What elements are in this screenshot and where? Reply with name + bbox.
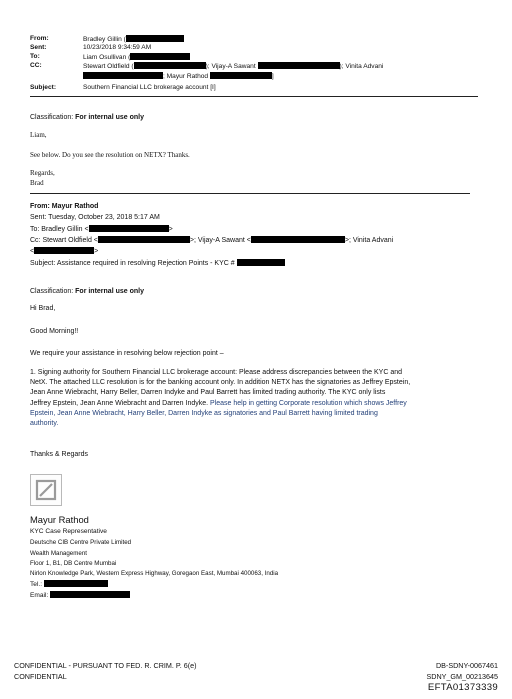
from-label: From: <box>30 35 49 42</box>
fwd-from-text: From: Mayur Rathod <box>30 203 99 210</box>
email-label: Email: <box>30 592 49 599</box>
rejection-line: NetX. The attached LLC resolution is for the banking account only. In addition NETX has the signatories as Jeffrey Epstein, <box>30 379 411 387</box>
redaction-box <box>258 62 340 69</box>
to-recipient: Liam Osullivan ( <box>83 54 131 61</box>
bates-number-2: SDNY_GM_00213645 <box>426 672 498 681</box>
sent-value: 10/23/2018 9:34:59 AM <box>83 44 152 51</box>
rejection-line: 1. Signing authority for Southern Financial LLC brokerage account: Please address discrepancies between the KYC and <box>30 369 403 376</box>
reply-greeting: Liam, <box>30 131 47 139</box>
redaction-box <box>130 53 190 60</box>
classification-label: Classification: <box>30 114 74 121</box>
message-intro: We require your assistance in resolving below rejection point – <box>30 350 224 357</box>
cc-recipient-1: Stewart Oldfield ( <box>83 63 134 70</box>
subject-label: Subject: <box>30 84 57 91</box>
sent-label: Sent: <box>30 44 47 51</box>
fwd-sent: Sent: Tuesday, October 23, 2018 5:17 AM <box>30 214 160 221</box>
cc-recipient-4: ; Mayur Rathod <box>163 73 209 80</box>
cc-recipient-2: ); Vijay-A Sawant <box>205 63 256 70</box>
reply-divider <box>30 193 470 194</box>
message-thanks: Thanks & Regards <box>30 451 88 458</box>
subject-value: Southern Financial LLC brokerage account [I] <box>83 84 216 91</box>
redaction-box <box>44 580 108 587</box>
redaction-box <box>210 72 272 79</box>
signature-title: KYC Case Representative <box>30 528 107 535</box>
redaction-box <box>126 35 184 42</box>
signature-company: Deutsche CIB Centre Private Limited <box>30 539 132 546</box>
rejection-line: authority. <box>30 420 59 428</box>
message-greeting: Hi Brad, <box>30 305 56 312</box>
classification-label: Classification: <box>30 288 74 295</box>
reply-closing: Regards, <box>30 169 55 177</box>
footer-confidential-1: CONFIDENTIAL - PURSUANT TO FED. R. CRIM. P. 6(e) <box>14 661 197 670</box>
fwd-cc-line2 <box>30 247 98 255</box>
signature-floor: Floor 1, B1, DB Centre Mumbai <box>30 560 117 567</box>
cc-label: CC: <box>30 62 42 69</box>
fwd-from <box>30 203 98 210</box>
redaction-box <box>134 62 206 69</box>
deutsche-bank-logo-icon <box>30 474 62 506</box>
fwd-cc-1: Cc: Stewart Oldfield < <box>30 237 98 244</box>
fwd-subject <box>30 259 285 267</box>
header-divider <box>30 96 478 97</box>
cc-value-line2 <box>83 72 274 80</box>
fwd-to-text: To: Bradley Gillin < <box>30 226 89 233</box>
from-sender: Bradley Gillin ( <box>83 36 126 43</box>
rejection-line: Jean Anne Wiebracht, Harry Beller, Darren Indyke and Paul Barrett has limited trading authority. The KYC only lists <box>30 389 386 397</box>
redaction-box <box>83 72 163 79</box>
rejection-point <box>30 368 482 429</box>
classification-value: For internal use only <box>75 288 144 295</box>
bates-number-1: DB-SDNY-0067461 <box>435 661 498 670</box>
to-value <box>83 53 190 61</box>
rejection-line-black: Jeffrey Epstein, Jean Anne Wiebracht and Darren Indyke. <box>30 399 209 407</box>
from-value <box>83 35 184 43</box>
signature-tel <box>30 580 108 588</box>
logo-mark <box>31 475 61 505</box>
redaction-box <box>251 236 345 243</box>
redaction-box <box>98 236 190 243</box>
fwd-cc-line1 <box>30 236 393 244</box>
fwd-cc-2: >; Vijay-A Sawant < <box>189 237 251 244</box>
signature-division: Wealth Management <box>30 550 87 557</box>
fwd-cc-3: >; Vinita Advani <box>344 237 394 244</box>
reply-signature-name: Brad <box>30 179 44 187</box>
classification-banner <box>30 114 144 121</box>
redaction-box <box>50 591 130 598</box>
fwd-to <box>30 225 173 233</box>
efta-number: EFTA01373339 <box>427 682 498 693</box>
fwd-cc-4-post: > <box>94 248 99 255</box>
tel-label: Tel.: <box>30 581 43 588</box>
redaction-box <box>34 247 94 254</box>
signature-name: Mayur Rathod <box>30 514 89 525</box>
footer-confidential-2: CONFIDENTIAL <box>14 672 67 681</box>
cc-value-line1 <box>83 62 383 70</box>
classification-banner-2 <box>30 288 144 295</box>
signature-email <box>30 591 130 599</box>
fwd-cc-4-pre: < <box>30 248 35 255</box>
redaction-box <box>89 225 169 232</box>
cc-bracket: ] <box>271 73 274 80</box>
rejection-line <box>30 399 482 409</box>
signature-address: Nirlon Knowledge Park, Western Express Highway, Goregaon East, Mumbai 400063, India <box>30 570 279 577</box>
rejection-line-blue: Please help in getting Corporate resolution which shows Jeffrey <box>208 399 407 407</box>
fwd-subject-text: Subject: Assistance required in resolving Rejection Points - KYC # <box>30 260 235 267</box>
rejection-line: Epstein, Jean Anne Wiebracht, Harry Beller, Darren Indyke as signatories and Paul Barrett having limited trading <box>30 409 378 417</box>
reply-body: See below. Do you see the resolution on NETX? Thanks. <box>30 151 190 159</box>
classification-value: For internal use only <box>75 114 144 121</box>
fwd-to-end: > <box>168 226 173 233</box>
to-label: To: <box>30 53 40 60</box>
message-good-morning: Good Morning!! <box>30 328 79 335</box>
cc-recipient-3: ); Vinita Advani <box>339 63 384 70</box>
redaction-box <box>237 259 285 266</box>
